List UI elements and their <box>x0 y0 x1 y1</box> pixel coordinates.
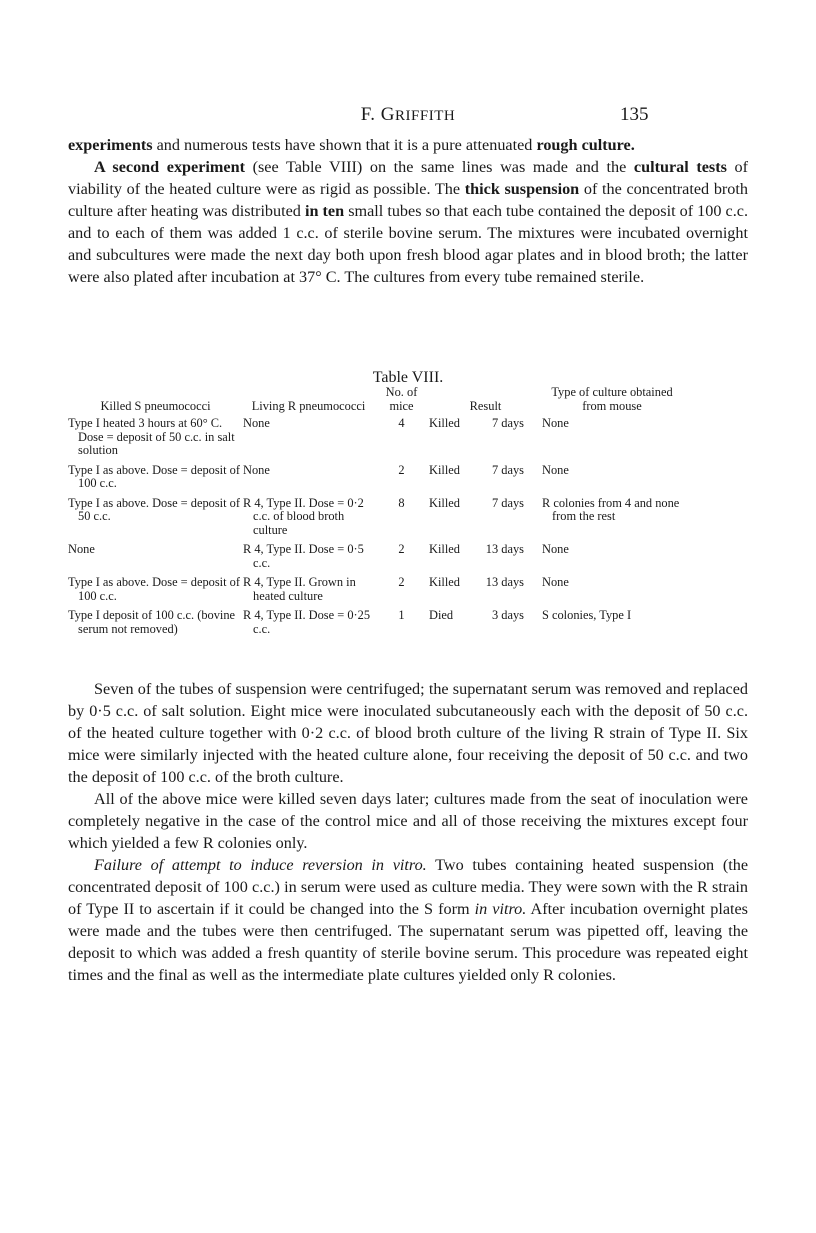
cell-type: None <box>542 462 569 477</box>
cell-result: Killed <box>429 575 460 589</box>
table-title: Table VIII. <box>372 369 444 386</box>
cell-living: R 4, Type II. Dose = 0·5 c.c. <box>243 542 364 570</box>
cell-days: 13 days <box>485 575 524 589</box>
body-text-bottom <box>68 678 748 986</box>
cell-result: Killed <box>429 462 460 477</box>
paragraph-3: Seven of the tubes of suspension were centrifuged; the supernatant serum was removed and replaced by 0·5 c.c. of salt solution. Eight mice were inoculated subcutaneously each with the deposit of 50 c.c. of the heated culture together with 0·2 c.c. of blood broth culture of the living R strain of Type II. Six mice were similarly injected with the heated culture alone, four receiving the deposit of 50 c.c. and two the deposit of 100 c.c. of the broth culture. <box>68 680 748 786</box>
cell-living: R 4, Type II. Dose = 0·25 c.c. <box>243 608 371 636</box>
table-row <box>68 543 682 576</box>
cell-type: None <box>542 575 569 589</box>
paragraph-1: experiments and numerous tests have shown that it is a pure attenuated rough culture. <box>68 136 635 154</box>
table-header-row <box>68 386 682 417</box>
cell-living: R 4, Type II. Grown in heated culture <box>243 575 356 603</box>
cell-living: R 4, Type II. Dose = 0·2 c.c. of blood broth culture <box>243 495 364 537</box>
col-header-living: Living R pneumococci <box>251 398 366 413</box>
author-rest: RIFFITH <box>395 108 456 124</box>
table-row <box>68 417 682 464</box>
cell-result: Killed <box>429 542 460 556</box>
col-header-type: Type of culture obtained from mouse <box>551 385 673 413</box>
col-header-killed: Killed S pneumococci <box>100 398 211 413</box>
cell-type: S colonies, Type I <box>542 608 632 622</box>
cell-killed: None <box>68 542 95 556</box>
cell-days: 7 days <box>491 495 524 510</box>
table-row <box>68 497 682 544</box>
cell-killed: Type I deposit of 100 c.c. (bovine serum not removed) <box>68 608 236 636</box>
cell-mice: 2 <box>398 575 405 589</box>
cell-killed: Type I heated 3 hours at 60° C. Dose = deposit of 50 c.c. in salt solution <box>68 416 235 457</box>
cell-result: Died <box>429 608 454 622</box>
paragraph-5: Failure of attempt to induce reversion in vitro. Two tubes containing heated suspension (the concentrated deposit of 100 c.c.) in serum were used as culture media. They were sown with the R strain of Type II to ascertain if it could be changed into the S form in vitro. After incubation overnight plates were made and the tubes were then centrifuged. The supernatant serum was pipetted off, leaving the deposit to which was added a fresh quantity of sterile bovine serum. This procedure was repeated eight times and the final as well as the intermediate plate cultures yielded only R colonies. <box>68 856 748 984</box>
cell-mice: 1 <box>398 608 405 622</box>
page-number: 135 <box>620 104 649 125</box>
paragraph-4: All of the above mice were killed seven days later; cultures made from the seat of inoculation were completely negative in the case of the control mice and all of those receiving the mixtures except four which yielded a few R colonies only. <box>68 790 748 852</box>
cell-killed: Type I as above. Dose = deposit of 50 c.c. <box>68 495 240 523</box>
cell-type: None <box>542 416 569 430</box>
cell-living: None <box>243 462 270 477</box>
cell-living: None <box>243 416 270 430</box>
cell-days: 13 days <box>485 542 524 556</box>
cell-result: Killed <box>429 416 460 430</box>
table-row <box>68 464 682 497</box>
cell-mice: 8 <box>398 495 405 510</box>
col-header-result: Result <box>469 398 502 413</box>
col-header-mice: No. of mice <box>385 385 418 413</box>
cell-killed: Type I as above. Dose = deposit of 100 c.c. <box>68 575 240 603</box>
cell-type: R colonies from 4 and none from the rest <box>542 495 680 523</box>
table-row <box>68 576 682 609</box>
body-text-top <box>68 134 748 288</box>
cell-mice: 2 <box>398 542 405 556</box>
table-viii <box>68 386 682 642</box>
paragraph-2: A second experiment (see Table VIII) on the same lines was made and the cultural tests of viability of the heated culture were as rigid as possible. The thick suspension of the concentrated broth culture after heating was distributed in ten small tubes so that each tube contained the deposit of 100 c.c. and to each of them was added 1 c.c. of sterile bovine serum. The mixtures were incubated overnight and subcultures were made the next day both upon fresh blood agar plates and in blood broth; the latter were also plated after incubation at 37° C. The cultures from every tube remained sterile. <box>68 158 749 286</box>
table-row <box>68 609 682 642</box>
cell-days: 3 days <box>491 608 524 622</box>
running-header-author <box>0 104 816 126</box>
cell-killed: Type I as above. Dose = deposit of 100 c.c. <box>68 462 240 490</box>
cell-type: None <box>542 542 569 556</box>
cell-mice: 4 <box>398 416 405 430</box>
author-initial: F. G <box>360 104 396 125</box>
cell-days: 7 days <box>491 416 524 430</box>
cell-mice: 2 <box>398 462 405 477</box>
cell-result: Killed <box>429 495 460 510</box>
cell-days: 7 days <box>491 462 524 477</box>
